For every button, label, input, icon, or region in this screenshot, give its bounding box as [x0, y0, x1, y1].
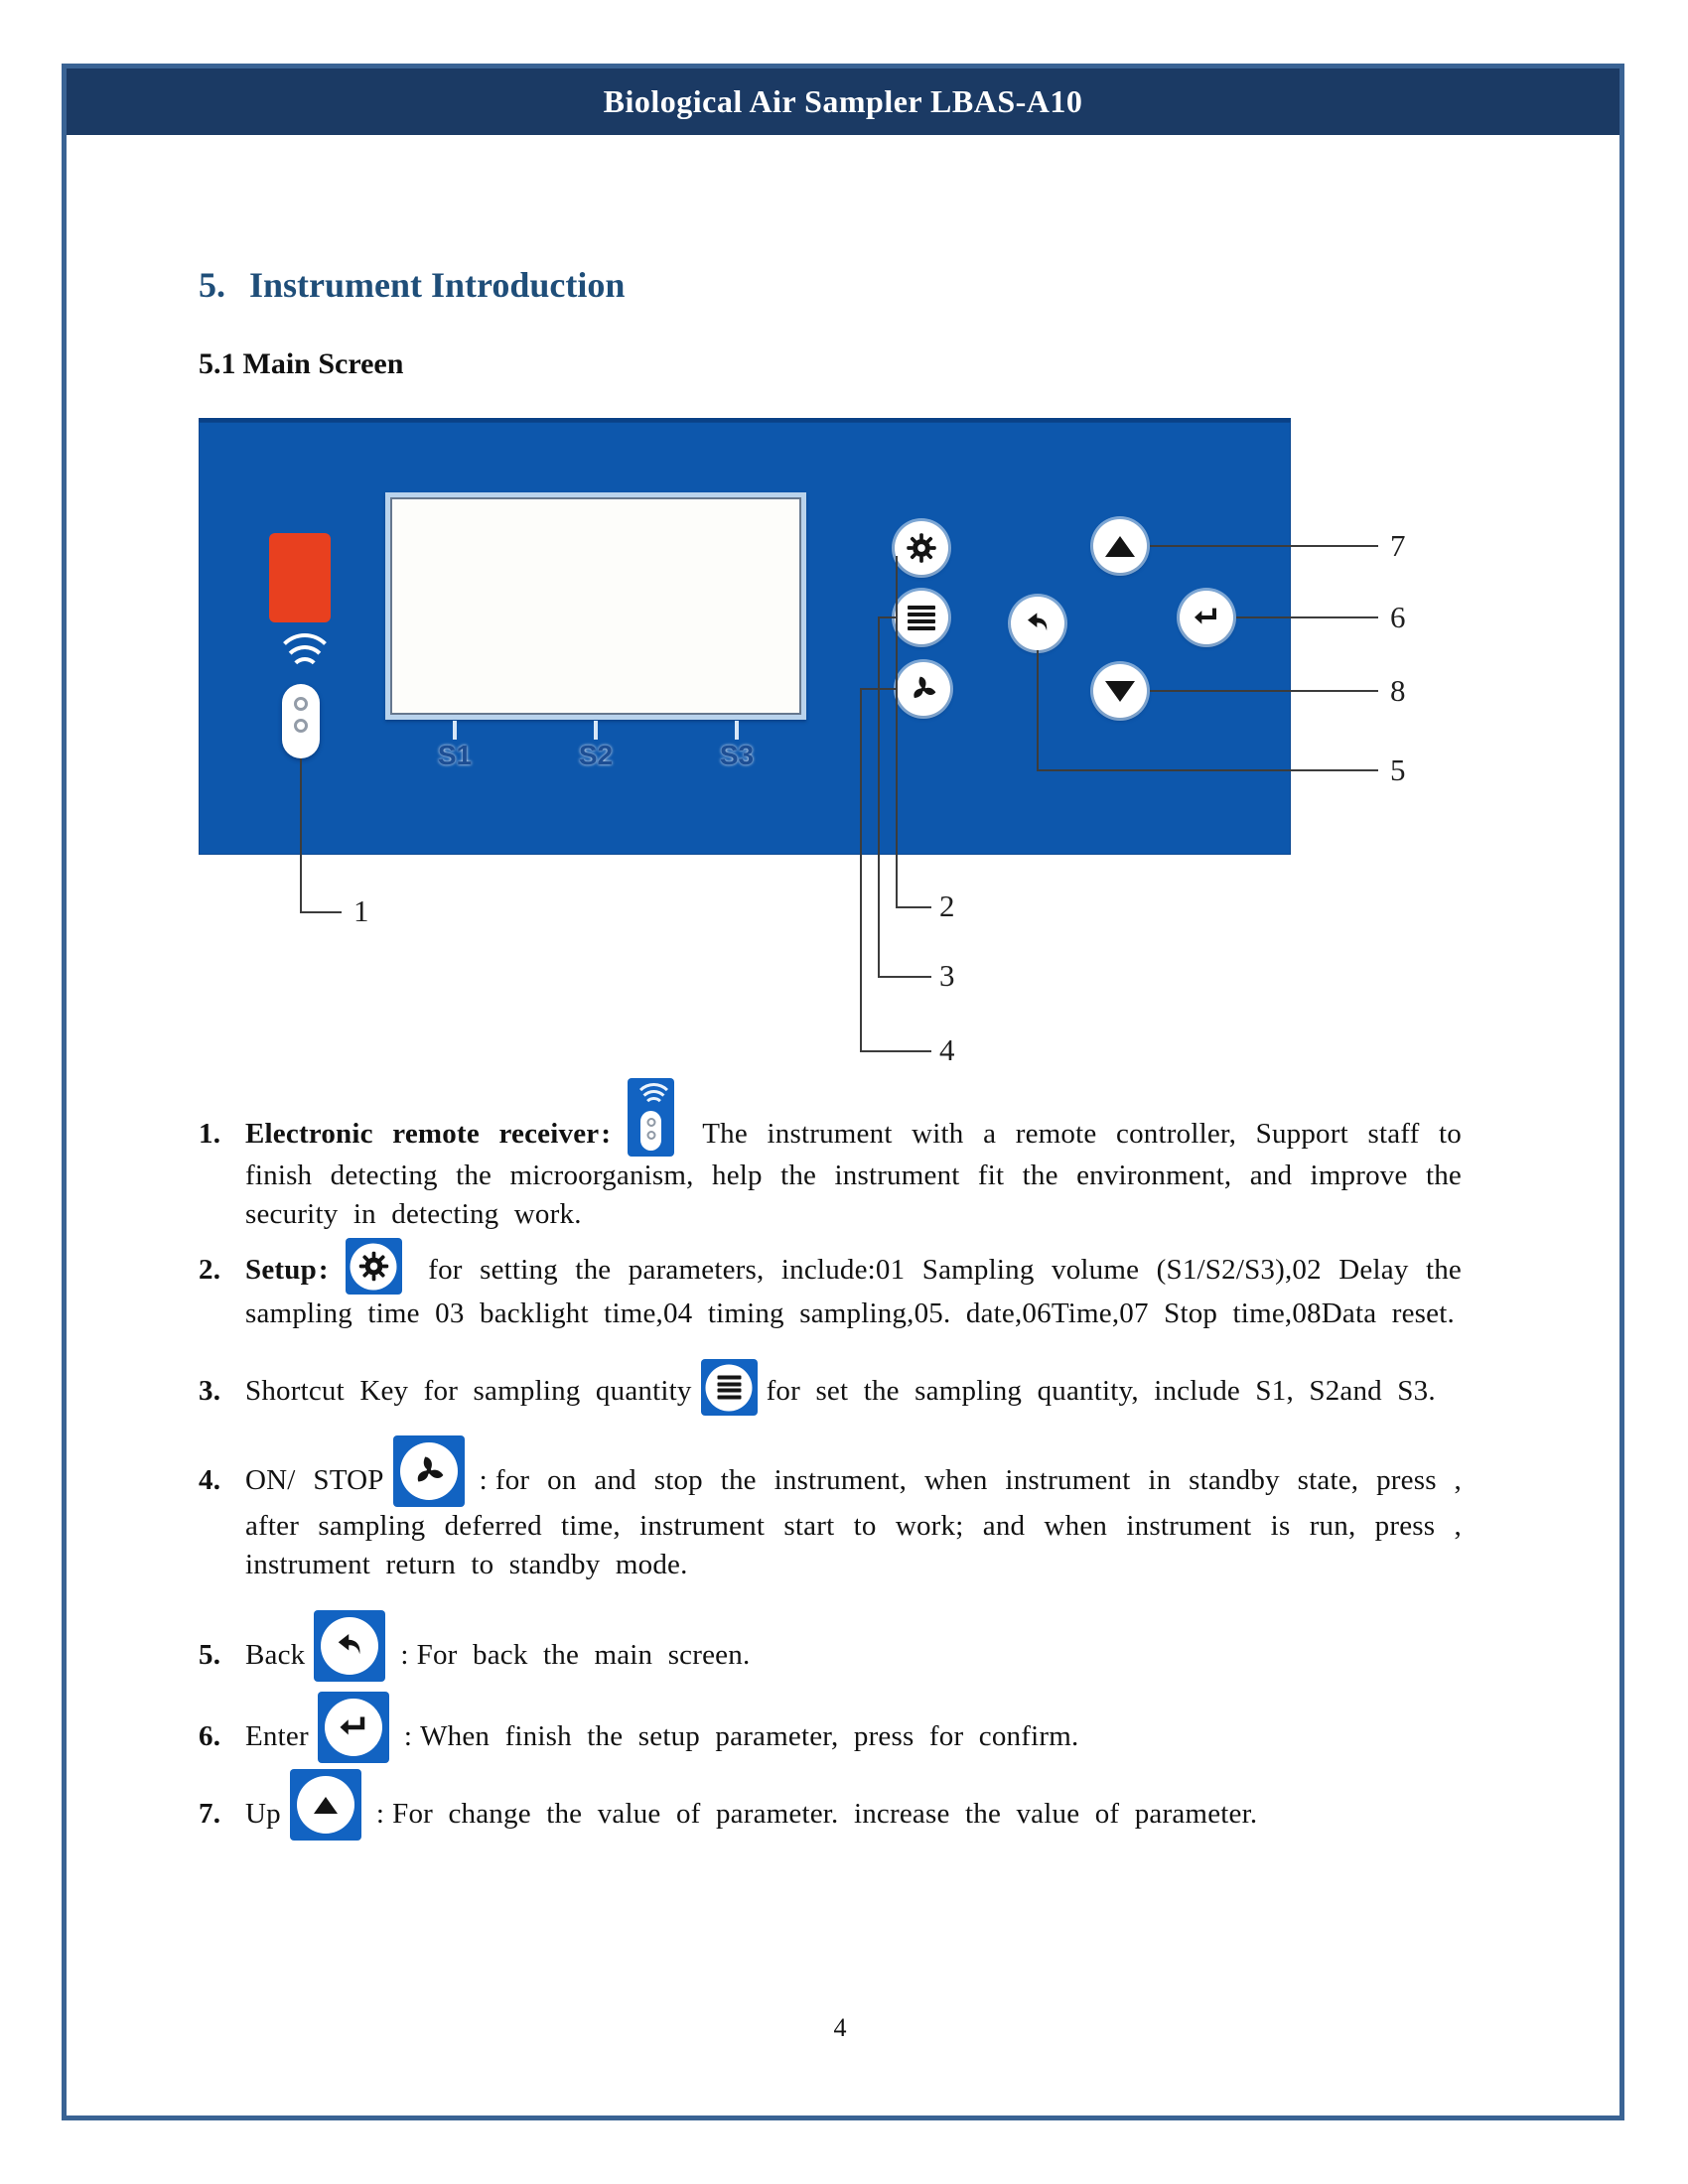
up-arrow-icon [1105, 536, 1135, 557]
gear-icon [905, 531, 938, 565]
icon-circle [325, 1699, 382, 1756]
list-item-pre-text: ON/ STOP [245, 1464, 384, 1496]
back-arrow-icon [1022, 608, 1054, 639]
menu-icon [701, 1359, 758, 1416]
up-triangle [314, 1797, 338, 1814]
subsection-number: 5.1 [199, 347, 236, 380]
list-item-text: for set the sampling quantity, include S1, S2and S3. [766, 1375, 1436, 1407]
receiver-led [294, 719, 308, 733]
list-item-number: 5. [199, 1639, 221, 1671]
colon: : [400, 1639, 409, 1671]
list-item [199, 1610, 1462, 1682]
colon: : [403, 1720, 413, 1752]
list-item-text: The instrument with a remote controller, Support staff to finish detecting the microorganism, help the instrument fit the environment, and improve the security in detecting work. [245, 1118, 1462, 1230]
list-item-lead: Electronic remote receiver [245, 1118, 600, 1150]
callout-line-3 [878, 976, 931, 978]
icon-circle [321, 1617, 378, 1675]
callout-number-2: 2 [939, 888, 955, 923]
enter-arrow-icon [1191, 602, 1222, 633]
list-item [199, 1435, 1462, 1584]
up-arrow-icon [290, 1769, 361, 1841]
colon: : [318, 1254, 329, 1286]
receiver-led [646, 1118, 655, 1127]
list-item-number: 1. [199, 1118, 221, 1150]
list-item-text: for setting the parameters, include:01 Sampling volume (S1/S2/S3),02 Delay the sampling time 03 backlight time,04 timing sampling,05. date,06Time,07 Stop time,08Data reset. [245, 1254, 1463, 1329]
list-item-text: For change the value of parameter. increase the value of parameter. [392, 1798, 1258, 1830]
back-button [1011, 597, 1064, 650]
receiver-led [294, 697, 308, 711]
list-item-number: 2. [199, 1254, 221, 1286]
list-item [199, 1692, 1462, 1763]
callout-number-5: 5 [1390, 752, 1406, 787]
callout-line-4 [860, 1050, 931, 1052]
menu-button [895, 591, 948, 644]
list-item [199, 1359, 1462, 1416]
screen-tick [594, 721, 598, 740]
callout-number-7: 7 [1390, 528, 1406, 563]
section-title: Instrument Introduction [249, 265, 626, 305]
callout-line-7 [1150, 545, 1378, 547]
settings-button [895, 521, 948, 575]
icon-circle [400, 1442, 458, 1500]
icon-circle [351, 1243, 397, 1290]
on-stop-button [897, 662, 950, 716]
callout-number-4: 4 [939, 1032, 955, 1067]
remote-receiver-icon [628, 1078, 674, 1157]
gear-icon [346, 1238, 402, 1295]
list-item [199, 1078, 1462, 1234]
list-item [199, 1769, 1462, 1841]
instruction-list [199, 1078, 1462, 1841]
screen-tick [735, 721, 739, 740]
back-arrow-icon [314, 1610, 385, 1682]
colon: : [375, 1798, 385, 1830]
callout-line-3 [878, 616, 880, 978]
list-item-pre-text: Back [245, 1639, 306, 1671]
list-item-text: For back the main screen. [416, 1639, 751, 1671]
menu-bars [717, 1373, 741, 1402]
icon-circle [706, 1364, 753, 1411]
list-item-pre-text: Shortcut Key for sampling quantity [245, 1375, 692, 1407]
list-item-number: 7. [199, 1798, 221, 1830]
receiver-led [646, 1131, 655, 1140]
section-number: 5. [199, 265, 225, 305]
callout-line-5 [1037, 650, 1039, 771]
screen-label-s3: S3 [719, 740, 755, 770]
screen-label-s1: S1 [437, 740, 473, 770]
callout-line-6 [1236, 616, 1378, 618]
lcd-screen [385, 492, 806, 720]
icon-circle [297, 1776, 354, 1834]
list-item-number: 3. [199, 1375, 221, 1407]
callout-number-1: 1 [353, 893, 369, 928]
list-item-pre-text: Up [245, 1798, 281, 1830]
document-title: Biological Air Sampler LBAS-A10 [603, 83, 1083, 119]
callout-line-2 [896, 556, 898, 908]
screen-label-s2: S2 [578, 740, 614, 770]
page-number: 4 [833, 2013, 847, 2042]
power-indicator [269, 533, 331, 622]
callout-number-3: 3 [939, 958, 955, 993]
subsection-title: Main Screen [242, 347, 404, 380]
up-button [1093, 519, 1147, 573]
colon: : [601, 1118, 612, 1150]
list-item-lead: Setup [245, 1254, 317, 1286]
callout-line-5 [1037, 769, 1378, 771]
screen-tick [453, 721, 457, 740]
colon: : [479, 1464, 488, 1496]
fan-icon [393, 1435, 465, 1507]
callout-line-1 [300, 758, 302, 913]
fan-icon [906, 671, 941, 707]
callout-number-8: 8 [1390, 673, 1406, 708]
remote-receiver [282, 684, 320, 758]
down-arrow-icon [1105, 681, 1135, 702]
list-item-number: 6. [199, 1720, 221, 1752]
receiver-body [640, 1111, 661, 1151]
list-item-text: for on and stop the instrument, when instrument in standby state, press , after sampling deferred time, instrument start to work; and when instrument is run, press , instrument return to standby mode. [245, 1464, 1462, 1580]
list-item-pre-text: Enter [245, 1720, 309, 1752]
list-item [199, 1238, 1462, 1333]
callout-line-2 [896, 906, 931, 908]
list-item-text: When finish the setup parameter, press for confirm. [420, 1720, 1079, 1752]
enter-button [1180, 591, 1233, 644]
callout-number-6: 6 [1390, 600, 1406, 634]
list-item-number: 4. [199, 1464, 221, 1496]
callout-line-4 [860, 688, 898, 690]
down-button [1093, 664, 1147, 718]
enter-arrow-icon [318, 1692, 389, 1763]
callout-line-4 [860, 688, 862, 1052]
callout-line-3 [878, 616, 898, 618]
callout-line-1 [300, 911, 342, 913]
wifi-signal-icon [290, 657, 320, 687]
menu-icon [908, 603, 935, 633]
callout-line-8 [1150, 690, 1378, 692]
